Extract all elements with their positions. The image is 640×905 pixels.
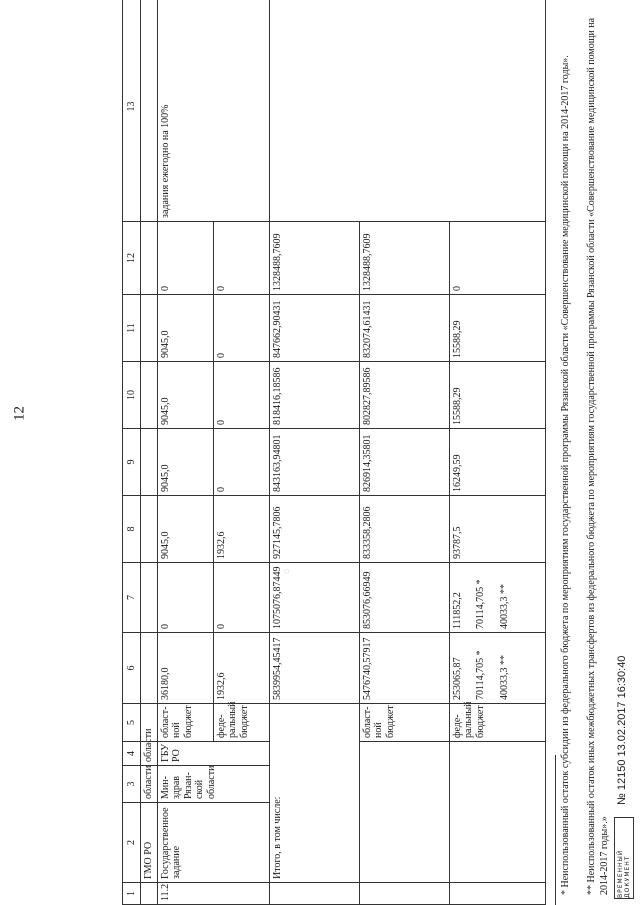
value-cell: 9045,0 <box>157 496 213 563</box>
value-cell: 16249,59 <box>449 429 545 496</box>
table-cell <box>269 0 545 222</box>
value-line: 111852,2 <box>451 592 463 629</box>
table-cell <box>141 0 158 222</box>
value-cell: 1932,6 <box>213 496 269 563</box>
value-line: 40033,3 ** <box>498 584 510 629</box>
page-number: 12 <box>11 406 28 421</box>
table-cell: ГМО РО <box>141 803 158 883</box>
value-cell: 826914,35801 <box>359 429 449 496</box>
table-cell <box>269 883 359 905</box>
header-cell: 7 <box>123 563 141 633</box>
value-cell: 0 <box>213 563 269 633</box>
header-cell: 6 <box>123 633 141 704</box>
document-reference: № 12150 13.02.2017 16:30:40 <box>616 655 628 805</box>
budget-source-cell: област-ной бюджет <box>359 704 449 742</box>
header-row <box>123 0 141 905</box>
header-cell: 9 <box>123 429 141 496</box>
result-cell: задания ежегодно на 100% <box>157 0 269 222</box>
value-line: 70114,705 * <box>475 579 486 629</box>
value-cell: 853076,66949 <box>359 563 449 633</box>
participant-cell: ГБУ РО <box>157 742 269 766</box>
value-cell: 843163,94801 <box>269 429 359 496</box>
value-cell: 927145,7806 <box>269 496 359 563</box>
value-cell: 36180,0 <box>157 633 213 704</box>
value-cell: 0 <box>157 563 213 633</box>
table-row-gmo <box>141 0 158 905</box>
value-cell: 832074,61431 <box>359 295 449 362</box>
value-cell: 1932,6 <box>213 633 269 704</box>
budget-table <box>122 0 546 905</box>
value-cell: 0 <box>213 429 269 496</box>
table-cell <box>141 883 158 905</box>
value-cell <box>449 633 545 704</box>
value-cell: 15588,29 <box>449 362 545 429</box>
table-cell <box>141 362 158 429</box>
header-cell: 3 <box>123 766 141 803</box>
table-cell: области <box>141 742 158 766</box>
value-cell: 0 <box>213 222 269 295</box>
table-cell <box>141 633 158 704</box>
table-cell <box>141 496 158 563</box>
table-cell <box>359 742 449 883</box>
value-cell: 847662,90431 <box>269 295 359 362</box>
value-cell: 0 <box>449 222 545 295</box>
table-cell <box>141 295 158 362</box>
total-label-cell: Итого, в том числе: <box>269 704 359 883</box>
value-cell: 818416,18586 <box>269 362 359 429</box>
value-cell: 93787,5 <box>449 496 545 563</box>
value-cell: 1328488,7609 <box>269 222 359 295</box>
table-cell <box>359 883 449 905</box>
value-cell: 802827,89586 <box>359 362 449 429</box>
item-name-cell: Государственное задание <box>157 803 269 883</box>
budget-source-cell: феде-ральный бюджет <box>449 704 545 742</box>
registration-stamp: ВРЕМЕННЫЙ ДОКУМЕНТ <box>614 817 634 899</box>
header-cell: 5 <box>123 704 141 742</box>
header-cell: 1 <box>123 883 141 905</box>
footnote-2: ** Неиспользованный остаток иных межбюджетных трансфертов из федерального бюджета по мероприятиям государственной программы Рязанской области «Совершенствование медицинской помощи на 2014-2017 годы».» <box>586 17 610 895</box>
header-cell: 2 <box>123 803 141 883</box>
value-cell: 15588,29 <box>449 295 545 362</box>
value-cell: 0 <box>213 295 269 362</box>
table-cell <box>141 429 158 496</box>
value-cell: 5839954,45417 <box>269 633 359 704</box>
value-cell: 0 <box>157 222 213 295</box>
row-number-cell: 11.2 <box>157 883 269 905</box>
executor-cell: Мин-здрав Рязан-ской области <box>157 766 269 803</box>
value-line: 70114,705 * <box>475 650 486 700</box>
header-cell: 13 <box>123 0 141 222</box>
value-cell: 1075076,87449 <box>269 563 359 633</box>
value-cell: 0 <box>213 362 269 429</box>
value-cell: 1328488,7609 <box>359 222 449 295</box>
value-cell: 9045,0 <box>157 429 213 496</box>
table-cell <box>449 883 545 905</box>
value-line: 40033,3 ** <box>498 655 510 700</box>
table-row-state-task <box>157 0 213 905</box>
value-cell: 9045,0 <box>157 295 213 362</box>
budget-source-cell: феде-ральный бюджет <box>213 704 269 742</box>
header-cell: 10 <box>123 362 141 429</box>
table-cell <box>141 563 158 633</box>
value-cell: 833358,2806 <box>359 496 449 563</box>
value-cell: 5476740,57917 <box>359 633 449 704</box>
table-cell <box>449 742 545 883</box>
footnote-1: * Неиспользованный остаток субсидии из федерального бюджета по мероприятиям государственной программы Рязанской области «Совершенствование медицинской помощи на 2014-2017 годы». <box>560 55 571 895</box>
header-cell: 4 <box>123 742 141 766</box>
table-cell: области <box>141 766 158 803</box>
footnote-separator <box>555 755 556 905</box>
table-cell <box>141 222 158 295</box>
header-cell: 8 <box>123 496 141 563</box>
value-cell: 9045,0 <box>157 362 213 429</box>
budget-source-cell: област-ной бюджет <box>157 704 213 742</box>
header-cell: 11 <box>123 295 141 362</box>
value-cell <box>449 563 545 633</box>
table-row-total <box>269 0 359 905</box>
value-line: 253065,87 <box>451 657 463 700</box>
header-cell: 12 <box>123 222 141 295</box>
scan-mark: ◌ <box>284 566 290 576</box>
